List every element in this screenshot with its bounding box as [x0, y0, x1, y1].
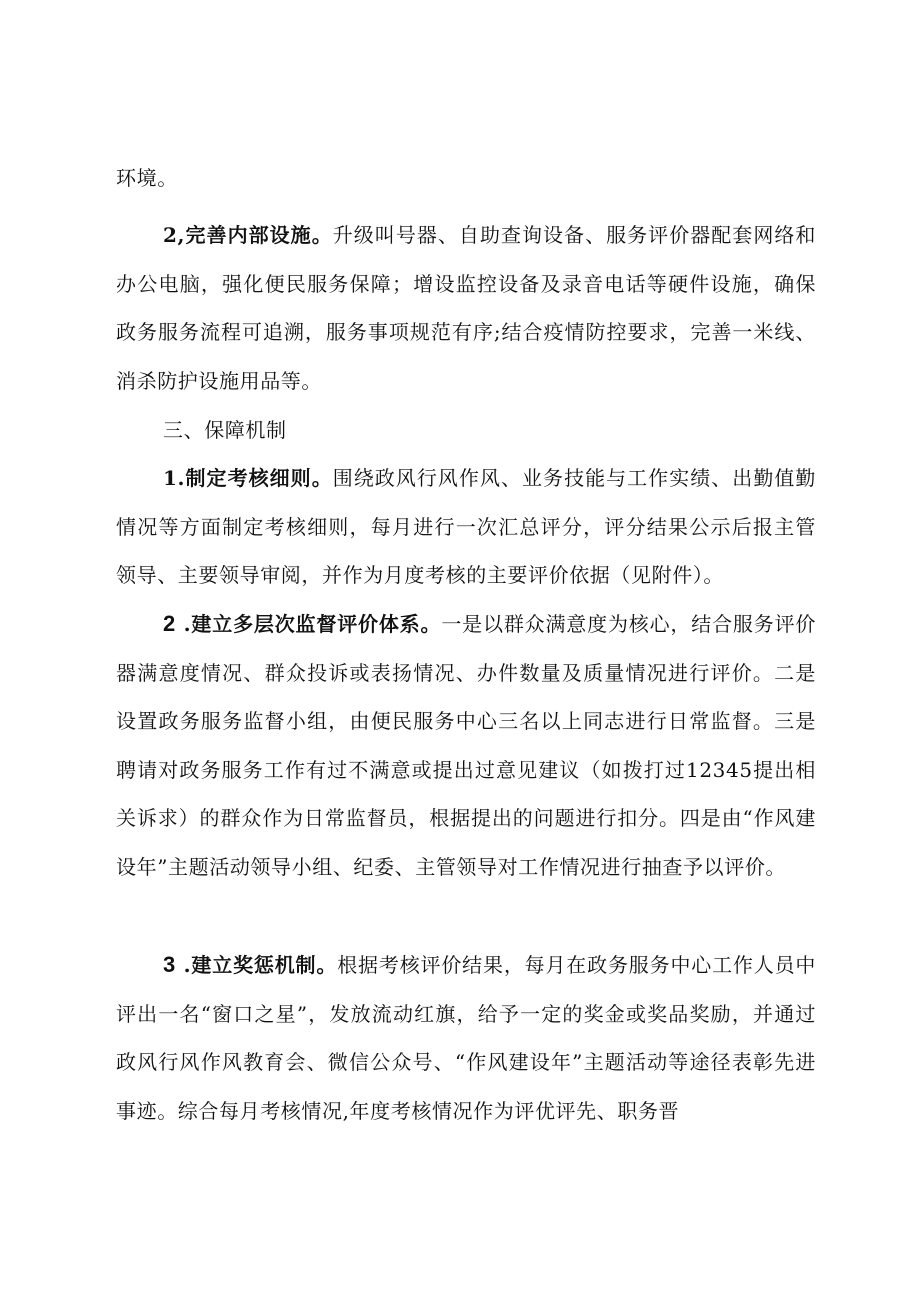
paragraph-lead-number: 2: [163, 611, 176, 636]
paragraph-supervision-system: [116, 600, 816, 891]
paragraph-lead: 1.制定考核细则。: [163, 466, 333, 490]
section-heading-guarantee-mechanism: [116, 406, 816, 455]
section-heading-text: 三、保障机制: [163, 418, 287, 442]
paragraph-body: 围绕政风行风作风、业务技能与工作实绩、出勤值勤情况等方面制定考核细则，每月进行一次汇总评分，评分结果公示后报主管领导、主要领导审阅，并作为月度考核的主要评价依据（见附件）。: [116, 466, 816, 587]
paragraph-continuation: [116, 154, 816, 203]
paragraph-lead: .建立奖惩机制。: [175, 953, 338, 977]
paragraph-lead-number: 3: [163, 952, 176, 977]
paragraph-text: 环境。: [116, 166, 178, 190]
paragraph-body: 一是以群众满意度为核心，结合服务评价器满意度情况、群众投诉或表扬情况、办件数量及质量情况进行评价。二是设置政务服务监督小组，由便民服务中心三名以上同志进行日常监督。三是聘请对政务服务工作有过不满意或提出过意见建议（如拨打过12345提出相关诉求）的群众作为日常监督员，根据提出的问题进行扣分。四是由“作风建设年”主题活动领导小组、纪委、主管领导对工作情况进行抽查予以评价。: [116, 612, 816, 879]
paragraph-improve-facilities: [116, 211, 816, 405]
paragraph-body: 根据考核评价结果，每月在政务服务中心工作人员中评出一名“窗口之星”，发放流动红旗，给予一定的奖金或奖品奖励，并通过政风行风作风教育会、微信公众号、“作风建设年”主题活动等途径表彰先进事迹。综合每月考核情况,年度考核情况作为评优评先、职务晋: [116, 953, 816, 1123]
paragraph-lead: .建立多层次监督评价体系。: [175, 612, 442, 636]
paragraph-assessment-rules: [116, 454, 816, 600]
paragraph-body: 升级叫号器、自助查询设备、服务评价器配套网络和办公电脑，强化便民服务保障；增设监控设备及录音电话等硬件设施，确保政务服务流程可追溯，服务事项规范有序;结合疫情防控要求，完善一米线、消杀防护设施用品等。: [116, 223, 816, 393]
paragraph-reward-punishment: [116, 941, 816, 1135]
paragraph-lead: 2,完善内部设施。: [163, 223, 333, 247]
